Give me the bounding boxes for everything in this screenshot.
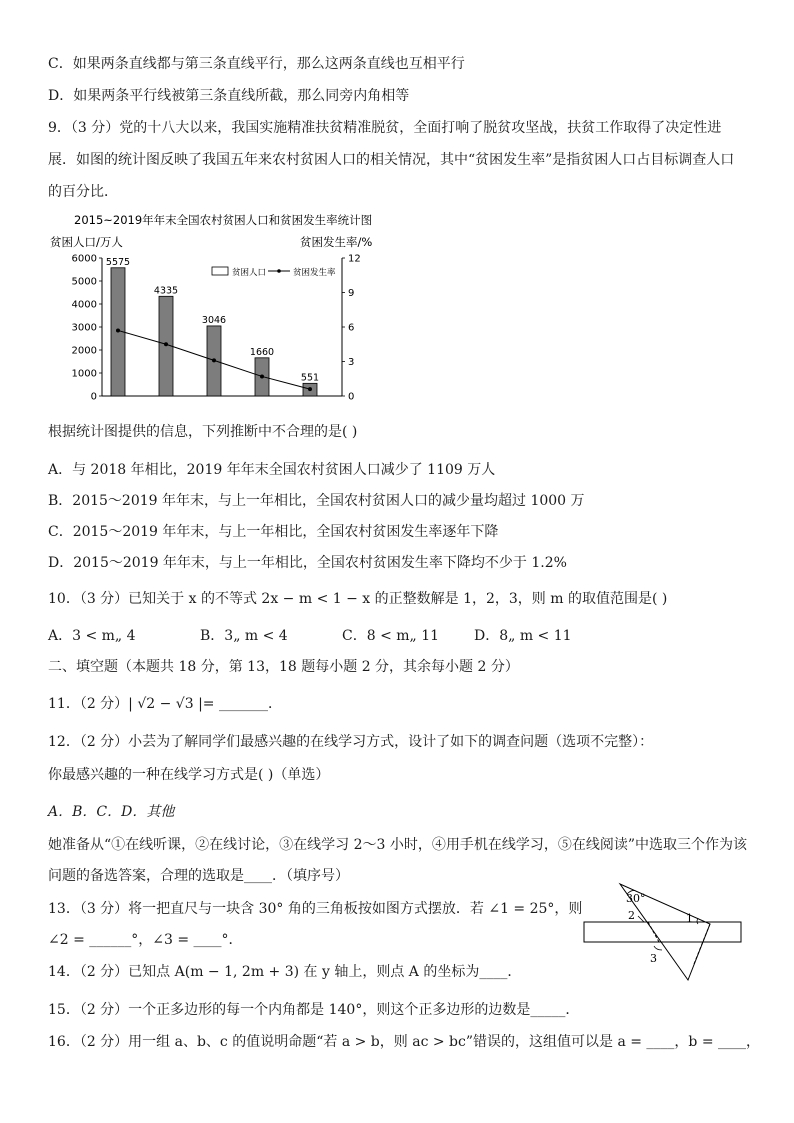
question-9-option-c: C．2015～2019 年年末，与上一年相比，全国农村贫困发生率逐年下降 bbox=[48, 524, 499, 540]
question-10-option-a: A．3 < m„ 4 bbox=[48, 628, 136, 644]
question-10-option-d: D．8„ m < 11 bbox=[474, 628, 572, 644]
bar-label-2019: 551 bbox=[300, 372, 320, 384]
label-angle-2: 2 bbox=[628, 909, 635, 922]
question-9-option-b: B．2015～2019 年年末，与上一年相比，全国农村贫困人口的减少量均超过 1000 万 bbox=[48, 493, 585, 509]
legend-bar-swatch bbox=[212, 267, 228, 275]
question-10: 10．（3 分）已知关于 x 的不等式 2x − m < 1 − x 的正整数解是 1，2，3，则 m 的取值范围是( ) bbox=[48, 591, 668, 607]
ruler-triangle-figure bbox=[582, 872, 744, 984]
question-9-prompt: 根据统计图提供的信息，下列推断中不合理的是( ) bbox=[48, 424, 358, 440]
y2-tick-label: 6 bbox=[348, 322, 355, 334]
y-tick-label: 5000 bbox=[71, 276, 97, 288]
question-14: 14．（2 分）已知点 A(m − 1, 2m + 3) 在 y 轴上，则点 A 的坐标为____． bbox=[48, 964, 522, 980]
question-9-option-a: A．与 2018 年相比，2019 年年末全国农村贫困人口减少了 1109 万人 bbox=[48, 462, 496, 478]
bar-label-2016: 4335 bbox=[153, 285, 179, 297]
question-15: 15．（2 分）一个正多边形的每一个内角都是 140°，则这个正多边形的边数是_____． bbox=[48, 1002, 580, 1018]
question-16: 16．（2 分）用一组 a、b、c 的值说明命题“若 a > b，则 ac > bc”错误的，这组值可以是 a = ____，b = ____， bbox=[48, 1034, 761, 1050]
legend-line-label: 贫困发生率 bbox=[293, 268, 336, 278]
question-12-text-c: 她准备从“①在线听课，②在线讨论，③在线学习 2～3 小时，④用手机在线学习，⑤在线阅读”中选取三个作为该 bbox=[48, 837, 748, 853]
y-tick-label: 4000 bbox=[71, 299, 97, 311]
question-12-survey: 你最感兴趣的一种在线学习方式是( )（单选） bbox=[48, 767, 330, 783]
bar-label-2018: 1660 bbox=[249, 346, 275, 358]
y2-tick-label: 0 bbox=[348, 391, 355, 403]
question-11: 11．（2 分）| √2 − √3 |= _______． bbox=[48, 696, 282, 712]
legend-line-marker bbox=[277, 269, 281, 273]
rate-point-2015 bbox=[116, 328, 120, 332]
question-10-option-b: B．3„ m < 4 bbox=[200, 628, 288, 644]
question-13-line1: 13．（3 分）将一把直尺与一块含 30° 角的三角板按如图方式摆放．若 ∠1 = 25°，则 bbox=[48, 901, 583, 917]
chart-legend bbox=[212, 267, 336, 278]
option-c-previous: C．如果两条直线都与第三条直线平行，那么这两条直线也互相平行 bbox=[48, 56, 465, 72]
y-tick-label: 2000 bbox=[71, 345, 97, 357]
chart-y2label: 贫困发生率/% bbox=[300, 235, 373, 249]
option-d-previous: D．如果两条平行线被第三条直线所截，那么同旁内角相等 bbox=[48, 88, 410, 104]
rate-point-2017 bbox=[212, 358, 216, 362]
question-13-line2: ∠2 = ______°，∠3 = ____°． bbox=[48, 932, 243, 948]
legend-bar-label: 贫困人口 bbox=[232, 268, 267, 278]
angle-3-arc bbox=[654, 946, 662, 950]
question-12: 12．（2 分）小芸为了解同学们最感兴趣的在线学习方式，设计了如下的调查问题（选项不完整）： bbox=[48, 734, 654, 750]
chart-title: 2015~2019年年末全国农村贫困人口和贫困发生率统计图 bbox=[74, 213, 373, 227]
bar-label-2015: 5575 bbox=[105, 256, 131, 268]
question-9-line1: 9．（3 分）党的十八大以来，我国实施精准扶贫精准脱贫，全面打响了脱贫攻坚战，扶贫工作取得了决定性进 bbox=[48, 120, 722, 136]
question-9-line3: 的百分比． bbox=[48, 184, 118, 200]
y2-tick-label: 9 bbox=[348, 288, 355, 299]
y-tick-label: 0 bbox=[90, 391, 97, 403]
label-angle-3: 3 bbox=[650, 952, 657, 965]
y2-tick-label: 12 bbox=[348, 253, 361, 265]
question-10-option-c: C．8 < m„ 11 bbox=[342, 628, 440, 644]
y2-tick-label: 3 bbox=[348, 357, 355, 368]
question-9-line2: 展．如图的统计图反映了我国五年来农村贫困人口的相关情况，其中“贫困发生率”是指贫困人口占目标调查人口 bbox=[48, 152, 735, 168]
question-9-option-d: D．2015～2019 年年末，与上一年相比，全国农村贫困发生率下降均不少于 1.2% bbox=[48, 555, 567, 571]
y-tick-label: 1000 bbox=[71, 368, 97, 380]
poverty-statistics-chart bbox=[44, 210, 374, 410]
question-12-options: A．B．C．D．其他 bbox=[48, 804, 175, 820]
ruler bbox=[584, 922, 741, 942]
y-tick-label: 3000 bbox=[71, 322, 97, 334]
chart-ylabel: 贫困人口/万人 bbox=[50, 235, 123, 249]
rate-point-2016 bbox=[164, 342, 168, 346]
section-2-heading: 二、填空题（本题共 18 分，第 13，18 题每小题 2 分，其余每小题 2 分） bbox=[48, 659, 519, 675]
label-angle-1: 1 bbox=[686, 912, 693, 925]
question-12-text-d: 问题的备选答案，合理的选取是____．（填序号） bbox=[48, 868, 349, 884]
label-angle-30: 30° bbox=[626, 892, 646, 905]
bar-label-2017: 3046 bbox=[201, 314, 227, 326]
rate-point-2018 bbox=[260, 374, 264, 378]
y-tick-label: 6000 bbox=[71, 253, 97, 265]
rate-point-2019 bbox=[308, 387, 312, 391]
